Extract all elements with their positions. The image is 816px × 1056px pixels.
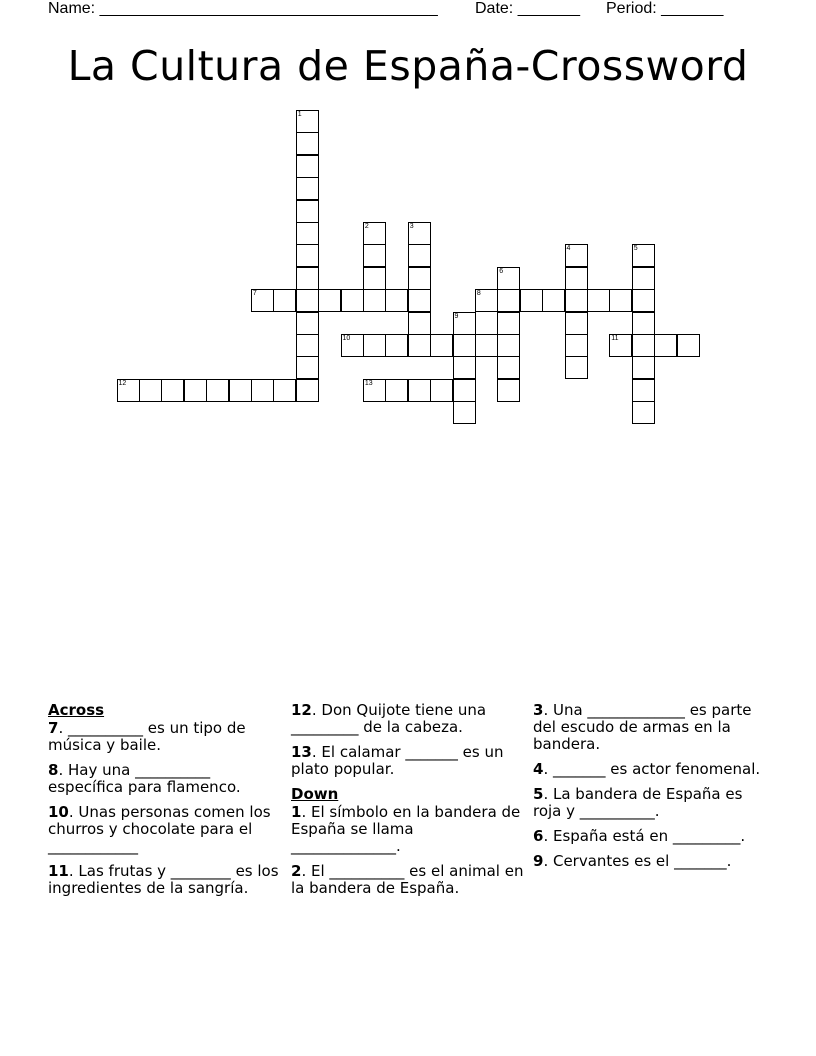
crossword-cell[interactable] bbox=[453, 379, 476, 402]
cell-number: 12 bbox=[118, 379, 127, 387]
clue-number: 7 bbox=[48, 719, 59, 737]
crossword-cell[interactable] bbox=[408, 312, 431, 335]
period-field[interactable]: Period: _______ bbox=[606, 0, 724, 17]
clue-number: 10 bbox=[48, 803, 69, 821]
clue-down-1: 1. El símbolo en la bandera de España se llama ______________. bbox=[291, 803, 521, 855]
crossword-cell[interactable] bbox=[296, 177, 319, 200]
crossword-cell[interactable] bbox=[363, 244, 386, 267]
crossword-cell[interactable] bbox=[296, 356, 319, 379]
crossword-cell[interactable] bbox=[453, 401, 476, 424]
clue-text: Don Quijote tiene una _________ de la cabeza. bbox=[291, 701, 487, 736]
crossword-cell[interactable] bbox=[632, 312, 655, 335]
cell-number: 6 bbox=[499, 267, 504, 275]
cell-number: 1 bbox=[297, 111, 302, 118]
crossword-cell[interactable] bbox=[497, 334, 520, 357]
crossword-cell[interactable] bbox=[273, 379, 296, 402]
crossword-cell[interactable] bbox=[296, 132, 319, 155]
crossword-cell[interactable] bbox=[632, 379, 655, 402]
name-field[interactable]: Name: ______________________________________ bbox=[48, 0, 438, 17]
crossword-cell[interactable] bbox=[609, 289, 632, 312]
crossword-cell[interactable] bbox=[408, 244, 431, 267]
page-title: La Cultura de España-Crossword bbox=[67, 42, 749, 90]
crossword-cell[interactable] bbox=[587, 289, 610, 312]
crossword-cell[interactable] bbox=[296, 267, 319, 290]
crossword-cell[interactable] bbox=[542, 289, 565, 312]
crossword-cell[interactable] bbox=[341, 334, 364, 357]
clue-down-3: 3. Una _____________ es parte del escudo de armas en la bandera. bbox=[533, 701, 752, 753]
crossword-cell[interactable] bbox=[565, 312, 588, 335]
crossword-cell[interactable] bbox=[632, 244, 655, 267]
crossword-cell[interactable] bbox=[632, 289, 655, 312]
crossword-cell[interactable] bbox=[408, 379, 431, 402]
clue-text: Cervantes es el _______. bbox=[552, 852, 732, 870]
crossword-cell[interactable] bbox=[408, 267, 431, 290]
clues-column-3 bbox=[533, 702, 761, 878]
crossword-cell[interactable] bbox=[565, 356, 588, 379]
cell-number: 8 bbox=[476, 290, 481, 298]
clue-text: El __________ es el animal en la bandera de España. bbox=[291, 862, 524, 897]
cell-number: 2 bbox=[364, 223, 369, 230]
crossword-cell[interactable] bbox=[632, 334, 655, 357]
crossword-cell[interactable] bbox=[296, 200, 319, 223]
clue-number: 2 bbox=[291, 862, 302, 880]
crossword-cell[interactable] bbox=[497, 289, 520, 312]
crossword-cell[interactable] bbox=[363, 334, 386, 357]
cell-number: 4 bbox=[566, 245, 571, 253]
crossword-cell[interactable] bbox=[408, 289, 431, 312]
crossword-cell[interactable] bbox=[632, 401, 655, 424]
clue-down-4: 4. _______ es actor fenomenal. bbox=[533, 760, 761, 778]
clue-down-2: 2. El __________ es el animal en la bandera de España. bbox=[291, 862, 524, 897]
crossword-cell[interactable] bbox=[453, 356, 476, 379]
crossword-cell[interactable] bbox=[363, 289, 386, 312]
crossword-cell[interactable] bbox=[565, 334, 588, 357]
crossword-cell[interactable] bbox=[296, 379, 319, 402]
crossword-cell[interactable] bbox=[520, 289, 543, 312]
crossword-cell[interactable] bbox=[229, 379, 252, 402]
crossword-cell[interactable] bbox=[497, 356, 520, 379]
clue-number: 12 bbox=[291, 701, 312, 719]
clues-column-1 bbox=[48, 702, 288, 905]
clue-text: España está en _________. bbox=[552, 827, 746, 845]
crossword-cell[interactable] bbox=[385, 379, 408, 402]
crossword-cell[interactable] bbox=[296, 155, 319, 178]
cell-number: 13 bbox=[364, 379, 373, 387]
crossword-cell[interactable] bbox=[273, 289, 296, 312]
clue-number: 11 bbox=[48, 862, 69, 880]
crossword-cell[interactable] bbox=[385, 334, 408, 357]
clue-number: 13 bbox=[291, 743, 312, 761]
clue-text: El calamar _______ es un plato popular. bbox=[291, 743, 504, 778]
crossword-cell[interactable] bbox=[654, 334, 677, 357]
crossword-cell[interactable] bbox=[161, 379, 184, 402]
clue-down-6: 6. España está en _________. bbox=[533, 827, 746, 845]
crossword-cell[interactable] bbox=[296, 289, 319, 312]
crossword-cell[interactable] bbox=[565, 267, 588, 290]
clues-column-2 bbox=[291, 702, 526, 905]
clue-across-13: 13. El calamar _______ es un plato popular. bbox=[291, 743, 504, 778]
cell-number: 11 bbox=[611, 335, 619, 342]
crossword-cell[interactable] bbox=[430, 379, 453, 402]
crossword-cell[interactable] bbox=[296, 222, 319, 245]
cell-number: 7 bbox=[252, 290, 257, 298]
crossword-cell[interactable] bbox=[609, 334, 632, 357]
clue-across-12: 12. Don Quijote tiene una _________ de la cabeza. bbox=[291, 701, 487, 736]
crossword-cell[interactable] bbox=[565, 289, 588, 312]
clue-text: La bandera de España es roja y __________. bbox=[533, 785, 743, 820]
crossword-cell[interactable] bbox=[296, 334, 319, 357]
clue-text: Las frutas y ________ es los ingredientes de la sangría. bbox=[48, 862, 279, 897]
clue-text: Unas personas comen los churros y chocolate para el ____________ bbox=[48, 803, 271, 855]
crossword-cell[interactable] bbox=[206, 379, 229, 402]
clue-text: Hay una __________ específica para flamenco. bbox=[48, 761, 241, 796]
crossword-cell[interactable] bbox=[475, 289, 498, 312]
clue-across-10: 10. Unas personas comen los churros y chocolate para el ____________ bbox=[48, 803, 271, 855]
crossword-cell[interactable] bbox=[139, 379, 162, 402]
crossword-cell[interactable] bbox=[408, 334, 431, 357]
clue-number: 6 bbox=[533, 827, 544, 845]
clue-text: __________ es un tipo de música y baile. bbox=[48, 719, 246, 754]
crossword-cell[interactable] bbox=[363, 267, 386, 290]
crossword-cell[interactable] bbox=[408, 222, 431, 245]
crossword-cell[interactable] bbox=[497, 267, 520, 290]
date-field[interactable]: Date: _______ bbox=[475, 0, 580, 17]
crossword-cell[interactable] bbox=[453, 312, 476, 335]
crossword-cell[interactable] bbox=[565, 244, 588, 267]
across-heading: Across bbox=[48, 701, 105, 719]
cell-number: 3 bbox=[409, 223, 414, 230]
crossword-cell[interactable] bbox=[453, 334, 476, 357]
crossword-cell[interactable] bbox=[677, 334, 700, 357]
crossword-cell[interactable] bbox=[296, 244, 319, 267]
clue-number: 1 bbox=[291, 803, 302, 821]
crossword-cell[interactable] bbox=[497, 312, 520, 335]
crossword-cell[interactable] bbox=[385, 289, 408, 312]
crossword-cell[interactable] bbox=[363, 379, 386, 402]
cell-number: 9 bbox=[454, 312, 459, 320]
down-heading: Down bbox=[291, 785, 339, 803]
clue-number: 8 bbox=[48, 761, 59, 779]
crossword-cell[interactable] bbox=[296, 110, 319, 133]
clue-across-11: 11. Las frutas y ________ es los ingredientes de la sangría. bbox=[48, 862, 279, 897]
cell-number: 5 bbox=[633, 245, 638, 253]
crossword-cell[interactable] bbox=[497, 379, 520, 402]
clue-text: _______ es actor fenomenal. bbox=[552, 760, 761, 778]
clue-text: Una _____________ es parte del escudo de armas en la bandera. bbox=[533, 701, 752, 753]
clue-number: 9 bbox=[533, 852, 544, 870]
clue-text: El símbolo en la bandera de España se llama ______________. bbox=[291, 803, 521, 855]
crossword-cell[interactable] bbox=[430, 334, 453, 357]
clue-number: 4 bbox=[533, 760, 544, 778]
crossword-cell[interactable] bbox=[251, 379, 274, 402]
crossword-cell[interactable] bbox=[632, 267, 655, 290]
clue-number: 5 bbox=[533, 785, 544, 803]
crossword-cell[interactable] bbox=[296, 312, 319, 335]
crossword-cell[interactable] bbox=[318, 289, 341, 312]
crossword-cell[interactable] bbox=[475, 334, 498, 357]
crossword-cell[interactable] bbox=[117, 379, 140, 402]
clue-across-8: 8. Hay una __________ específica para flamenco. bbox=[48, 761, 241, 796]
clue-across-7: 7. __________ es un tipo de música y baile. bbox=[48, 719, 246, 754]
crossword-cell[interactable] bbox=[184, 379, 207, 402]
cell-number: 10 bbox=[342, 335, 351, 342]
crossword-cell[interactable] bbox=[251, 289, 274, 312]
clue-down-5: 5. La bandera de España es roja y __________. bbox=[533, 785, 743, 820]
crossword-cell[interactable] bbox=[363, 222, 386, 245]
crossword-cell[interactable] bbox=[341, 289, 364, 312]
clue-down-9: 9. Cervantes es el _______. bbox=[533, 852, 732, 870]
crossword-grid bbox=[0, 0, 816, 440]
clue-number: 3 bbox=[533, 701, 544, 719]
crossword-cell[interactable] bbox=[632, 356, 655, 379]
